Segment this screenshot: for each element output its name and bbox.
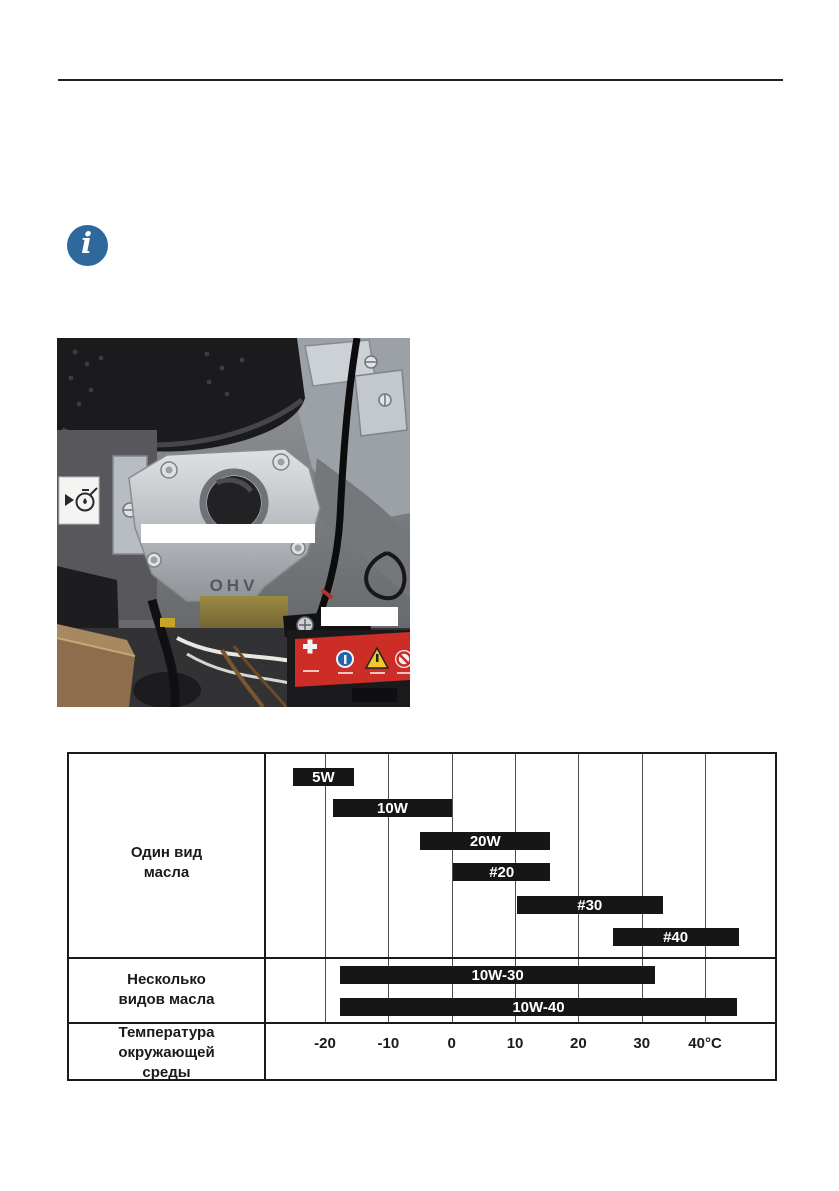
chart-column-separator — [264, 754, 266, 1079]
chart-section-label-line: видов масла — [118, 990, 215, 1008]
chart-section-label-line: Один вид — [130, 843, 203, 861]
oil-sticker — [59, 477, 99, 524]
chart-axis-tick-label: 40°C — [688, 1034, 722, 1052]
chart-grid-line — [705, 754, 706, 1022]
photo-label-box-2 — [321, 607, 398, 626]
chart-bar: 10W — [333, 799, 453, 817]
gold-part — [200, 596, 288, 632]
chart-section-label — [69, 957, 264, 1022]
info-icon-glyph: i — [80, 226, 93, 260]
chart-section-label-line: масла — [143, 863, 190, 881]
chart-section-label-line: окружающей — [118, 1043, 215, 1061]
photo-label-box-1 — [141, 524, 315, 543]
chart-axis-tick-label: -10 — [377, 1034, 400, 1052]
chart-axis-tick-label: 0 — [447, 1034, 456, 1052]
chart-bar: #40 — [613, 928, 739, 946]
chart-section-label-line: Несколько — [127, 970, 206, 988]
engine-photo-illustration — [57, 338, 410, 707]
info-circle-icon — [336, 650, 354, 668]
chart-bar: 20W — [420, 832, 550, 850]
chart-bar: 10W-40 — [340, 998, 737, 1016]
engine-marking-text: OHV — [209, 576, 259, 595]
page-top-rule — [58, 79, 783, 81]
info-icon — [67, 225, 108, 266]
chart-axis-tick-label: 20 — [570, 1034, 587, 1052]
chart-axis-tick-label: 30 — [633, 1034, 651, 1052]
chart-bar: 5W — [293, 768, 353, 786]
chart-bar: 10W-30 — [340, 966, 655, 984]
oil-viscosity-chart — [67, 752, 777, 1081]
chart-grid-line — [325, 754, 326, 1022]
chart-section-label — [69, 754, 264, 957]
chart-section-label — [69, 1022, 264, 1079]
chart-axis-tick-label: -20 — [314, 1034, 336, 1052]
chart-axis-tick-label: 10 — [506, 1034, 524, 1052]
chart-bar: #20 — [453, 863, 551, 881]
chart-section-label-line: среды — [142, 1063, 191, 1081]
chart-bar: #30 — [517, 896, 663, 914]
engine-photo — [57, 338, 410, 707]
chart-section-label-line: Температура — [118, 1023, 215, 1041]
intake-opening — [207, 476, 261, 530]
